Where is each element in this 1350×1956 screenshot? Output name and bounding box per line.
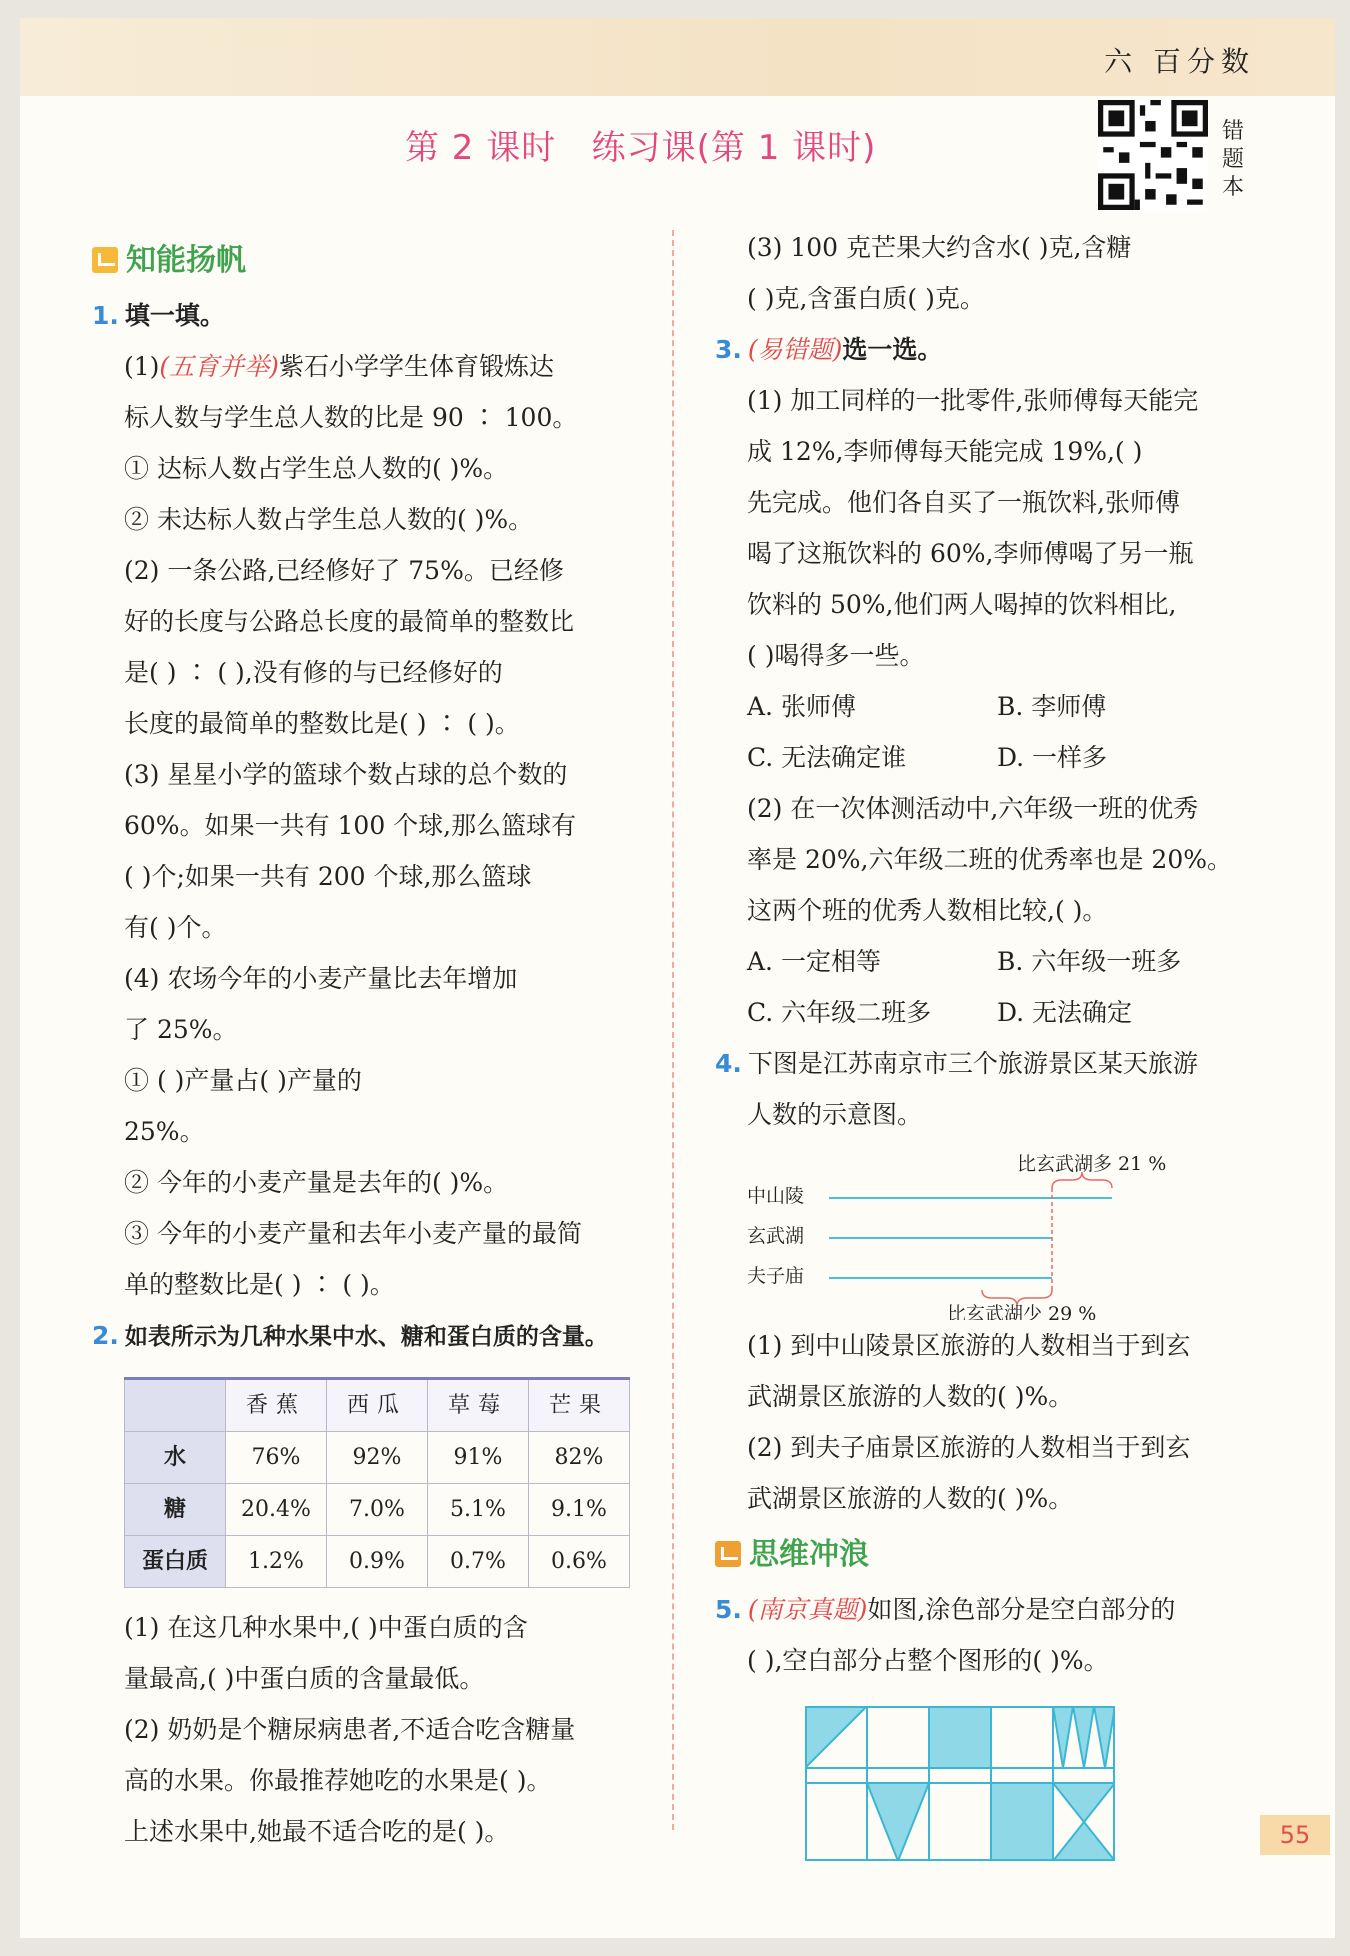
q4-line: 武湖景区旅游的人数的( )%。 (747, 1382, 1074, 1411)
q2-line: 量最高,( )中蛋白质的含量最低。 (124, 1664, 485, 1693)
tourist-line-diagram (747, 1140, 1260, 1320)
page-title: 第 2 课时 练习课(第 1 课时) (405, 128, 877, 168)
row-header: 水 (125, 1432, 226, 1484)
option-c[interactable]: C. 六年级二班多 (747, 998, 932, 1027)
q3-line: ( )喝得多一些。 (747, 641, 925, 670)
shaded-square (929, 1706, 991, 1768)
page-number: 55 (1260, 1815, 1330, 1855)
column-divider (672, 230, 674, 1830)
question-number: 4. (715, 1049, 742, 1078)
q1-line: (3) 星星小学的篮球个数占球的总个数的 (124, 760, 568, 789)
fruit-nutrition-table (124, 1377, 630, 1588)
section-icon (715, 1541, 741, 1567)
q3-line: (1) 加工同样的一批零件,张师傅每天能完 (747, 386, 1199, 415)
question-heading: 填一填。 (124, 301, 225, 330)
table-cell: 5.1% (428, 1484, 529, 1536)
table-cell: 1.2% (226, 1536, 327, 1588)
option-d[interactable]: D. 无法确定 (997, 998, 1133, 1027)
q1-line: ① ( )产量占( )产量的 (124, 1066, 362, 1095)
q1-line: 长度的最简单的整数比是( ) ∶ ( )。 (124, 709, 520, 738)
label-xuanwuhu: 玄武湖 (747, 1225, 805, 1247)
q1-line (92, 341, 652, 392)
table-cell: 0.7% (428, 1536, 529, 1588)
section-icon (92, 247, 118, 273)
shaded-triangle (1094, 1706, 1115, 1768)
question-3-header (715, 324, 1260, 375)
question-5-header (715, 1584, 1260, 1635)
q1-line: 是( ) ∶ ( ),没有修的与已经修好的 (124, 658, 503, 687)
option-a[interactable]: A. 一定相等 (747, 947, 881, 976)
left-column (92, 230, 652, 1857)
q3-options-row (715, 936, 1260, 987)
q1-line: 25%。 (124, 1117, 205, 1146)
q2-line: (3) 100 克芒果大约含水( )克,含糖 (747, 233, 1132, 262)
option-d[interactable]: D. 一样多 (997, 743, 1108, 772)
q5-line: ( ),空白部分占整个图形的( )%。 (747, 1646, 1109, 1675)
table-cell: 20.4% (226, 1484, 327, 1536)
column-header: 香蕉 (226, 1379, 327, 1432)
more-label: 比玄武湖多 21 % (1017, 1153, 1167, 1175)
q4-line: 人数的示意图。 (747, 1100, 923, 1129)
tag-nanjing: (南京真题) (747, 1595, 868, 1624)
q5-text: 如图,涂色部分是空白部分的 (867, 1595, 1176, 1624)
q1-line: 了 25%。 (124, 1015, 238, 1044)
shaded-triangle (1053, 1822, 1115, 1861)
question-number: 2. (92, 1321, 119, 1350)
shaded-grid-figure (805, 1706, 1115, 1861)
q3-line: 喝了这瓶饮料的 60%,李师傅喝了另一瓶 (747, 539, 1194, 568)
tag-wuyu: (五育并举) (159, 352, 279, 381)
q4-line: 武湖景区旅游的人数的( )%。 (747, 1484, 1074, 1513)
question-heading: 选一选。 (842, 335, 943, 364)
q3-line: 率是 20%,六年级二班的优秀率也是 20%。 (747, 845, 1232, 874)
section-header-zhineng (92, 230, 652, 290)
less-label: 比玄武湖少 29 % (947, 1303, 1097, 1320)
section-title: 思维冲浪 (749, 1536, 869, 1572)
shaded-triangle (867, 1783, 929, 1861)
shaded-triangle (1053, 1783, 1115, 1822)
q3-options-row (715, 732, 1260, 783)
table-cell: 0.9% (327, 1536, 428, 1588)
tag-yicuo: (易错题) (747, 335, 843, 364)
q2-line: (1) 在这几种水果中,( )中蛋白质的含 (124, 1613, 528, 1642)
question-1-header (92, 290, 652, 341)
q1-line: ③ 今年的小麦产量和去年小麦产量的最简 (124, 1219, 582, 1248)
table-cell: 7.0% (327, 1484, 428, 1536)
shaded-triangle (1053, 1706, 1073, 1768)
column-header: 芒果 (529, 1379, 630, 1432)
q1-line: ① 达标人数占学生总人数的( )%。 (124, 454, 509, 483)
label-zhongshanling: 中山陵 (747, 1185, 805, 1207)
q4-line: (1) 到中山陵景区旅游的人数相当于到玄 (747, 1331, 1191, 1360)
row-header: 糖 (125, 1484, 226, 1536)
q1-line: (2) 一条公路,已经修好了 75%。已经修 (124, 556, 564, 585)
q1-line: 60%。如果一共有 100 个球,那么篮球有 (124, 811, 577, 840)
option-c[interactable]: C. 无法确定谁 (747, 743, 907, 772)
row-header: 蛋白质 (125, 1536, 226, 1588)
q2-line: (2) 奶奶是个糖尿病患者,不适合吃含糖量 (124, 1715, 576, 1744)
shaded-square (991, 1783, 1053, 1861)
q1-line: 标人数与学生总人数的比是 90 ∶ 100。 (124, 403, 578, 432)
q2-line: ( )克,含蛋白质( )克。 (747, 284, 985, 313)
qr-code-icon[interactable] (1098, 100, 1208, 210)
table-cell: 91% (428, 1432, 529, 1484)
table-corner (125, 1379, 226, 1432)
column-header: 西瓜 (327, 1379, 428, 1432)
q3-line: 先完成。他们各自买了一瓶饮料,张师傅 (747, 488, 1180, 517)
q1-line: (4) 农场今年的小麦产量比去年增加 (124, 964, 518, 993)
option-b[interactable]: B. 李师傅 (997, 692, 1107, 721)
q4-text: 下图是江苏南京市三个旅游景区某天旅游 (747, 1049, 1198, 1078)
question-4-header (715, 1038, 1260, 1089)
q2-line: 高的水果。你最推荐她吃的水果是( )。 (124, 1766, 552, 1795)
line-segment-diagram (747, 1140, 1267, 1320)
column-header: 草莓 (428, 1379, 529, 1432)
q1-line: ② 未达标人数占学生总人数的( )%。 (124, 505, 534, 534)
wrong-question-book-label: 错题本 (1222, 119, 1245, 200)
table-cell: 82% (529, 1432, 630, 1484)
q3-options-row (715, 681, 1260, 732)
table-cell: 92% (327, 1432, 428, 1484)
section-title: 知能扬帆 (126, 242, 246, 278)
q1-line: ( )个;如果一共有 200 个球,那么篮球 (124, 862, 532, 891)
q1-text: 紫石小学学生体育锻炼达 (278, 352, 554, 381)
q2-line: 上述水果中,她最不适合吃的是( )。 (124, 1817, 510, 1846)
question-number: 3. (715, 335, 742, 364)
table-cell: 9.1% (529, 1484, 630, 1536)
label-fuzimiao: 夫子庙 (747, 1265, 805, 1287)
table-cell: 76% (226, 1432, 327, 1484)
option-b[interactable]: B. 六年级一班多 (997, 947, 1182, 976)
shaded-triangle (1073, 1706, 1094, 1768)
q4-line: (2) 到夫子庙景区旅游的人数相当于到玄 (747, 1433, 1191, 1462)
chapter-label: 六 百分数 (1104, 45, 1255, 78)
right-column (715, 222, 1260, 1878)
q3-line: 这两个班的优秀人数相比较,( )。 (747, 896, 1108, 925)
q1-line: 有( )个。 (124, 913, 227, 942)
question-2-header (92, 1310, 652, 1363)
option-a[interactable]: A. 张师傅 (747, 692, 856, 721)
question-number: 1. (92, 301, 119, 330)
header-bar (20, 18, 1335, 96)
q1-part-label: (1) (124, 352, 160, 381)
q3-line: 饮料的 50%,他们两人喝掉的饮料相比, (747, 590, 1177, 619)
q3-options-row (715, 987, 1260, 1038)
q1-line: ② 今年的小麦产量是去年的( )%。 (124, 1168, 509, 1197)
q3-line: 成 12%,李师傅每天能完成 19%,( ) (747, 437, 1143, 466)
q3-line: (2) 在一次体测活动中,六年级一班的优秀 (747, 794, 1199, 823)
question-heading: 如表所示为几种水果中水、糖和蛋白质的含量。 (124, 1324, 608, 1350)
table-cell: 0.6% (529, 1536, 630, 1588)
q1-line: 好的长度与公路总长度的最简单的整数比 (124, 607, 575, 636)
q1-line: 单的整数比是( ) ∶ ( )。 (124, 1270, 395, 1299)
section-header-siwei (715, 1524, 1260, 1584)
question-number: 5. (715, 1595, 742, 1624)
